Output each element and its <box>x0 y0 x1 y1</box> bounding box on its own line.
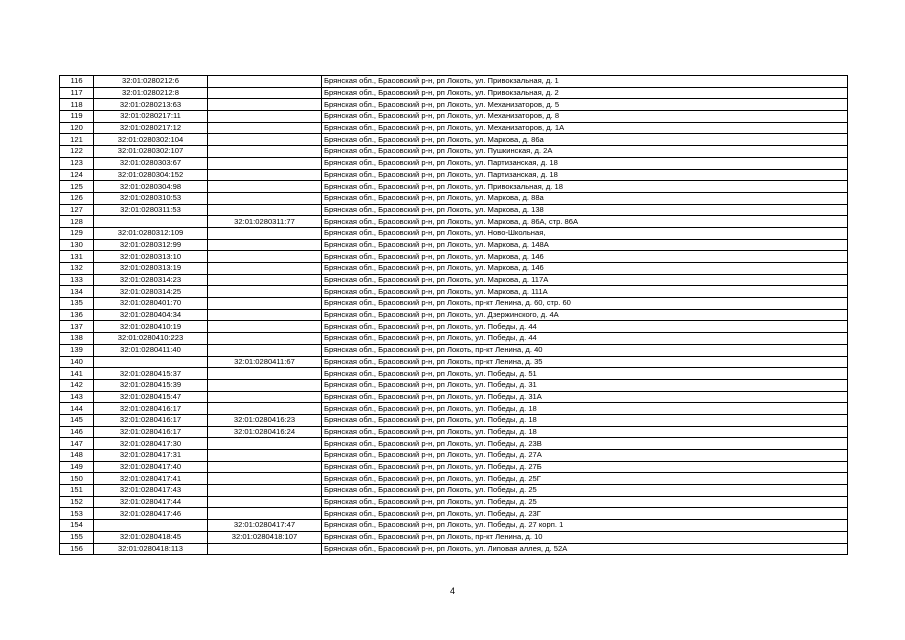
table-row <box>60 263 848 275</box>
related-cadastral-number-cell <box>208 508 322 520</box>
address-cell: Брянская обл., Брасовский р-н, рп Локоть, ул. Липовая аллея, д. 52А <box>322 543 848 555</box>
cadastral-number-cell: 32:01:0280417:46 <box>94 508 208 520</box>
cadastral-number-cell: 32:01:0280418:113 <box>94 543 208 555</box>
cadastral-number-cell: 32:01:0280303:67 <box>94 157 208 169</box>
related-cadastral-number-cell: 32:01:0280416:24 <box>208 426 322 438</box>
table-row <box>60 111 848 123</box>
row-number-cell: 127 <box>60 204 94 216</box>
related-cadastral-number-cell <box>208 122 322 134</box>
row-number-cell: 156 <box>60 543 94 555</box>
address-cell: Брянская обл., Брасовский р-н, рп Локоть, ул. Механизаторов, д. 8 <box>322 111 848 123</box>
address-cell: Брянская обл., Брасовский р-н, рп Локоть, ул. Победы, д. 31А <box>322 391 848 403</box>
address-cell: Брянская обл., Брасовский р-н, рп Локоть, ул. Победы, д. 31 <box>322 379 848 391</box>
related-cadastral-number-cell <box>208 450 322 462</box>
table-row <box>60 309 848 321</box>
address-cell: Брянская обл., Брасовский р-н, рп Локоть, ул. Маркова, д. 88а <box>322 192 848 204</box>
table-row <box>60 321 848 333</box>
address-cell: Брянская обл., Брасовский р-н, рп Локоть, ул. Партизанская, д. 18 <box>322 157 848 169</box>
table-row <box>60 204 848 216</box>
row-number-cell: 126 <box>60 192 94 204</box>
table-row <box>60 438 848 450</box>
cadastral-number-cell: 32:01:0280213:63 <box>94 99 208 111</box>
row-number-cell: 122 <box>60 146 94 158</box>
address-cell: Брянская обл., Брасовский р-н, рп Локоть, ул. Победы, д. 44 <box>322 333 848 345</box>
table-row <box>60 286 848 298</box>
cadastral-number-cell: 32:01:0280416:17 <box>94 403 208 415</box>
cadastral-number-cell: 32:01:0280304:98 <box>94 181 208 193</box>
cadastral-number-cell: 32:01:0280415:47 <box>94 391 208 403</box>
cadastral-number-cell: 32:01:0280217:12 <box>94 122 208 134</box>
cadastral-number-cell <box>94 520 208 532</box>
row-number-cell: 116 <box>60 76 94 88</box>
address-cell: Брянская обл., Брасовский р-н, рп Локоть, ул. Маркова, д. 111А <box>322 286 848 298</box>
row-number-cell: 155 <box>60 531 94 543</box>
table-row <box>60 146 848 158</box>
row-number-cell: 135 <box>60 298 94 310</box>
parcels-table-body <box>60 76 848 555</box>
cadastral-number-cell: 32:01:0280312:109 <box>94 227 208 239</box>
row-number-cell: 129 <box>60 227 94 239</box>
cadastral-number-cell: 32:01:0280417:41 <box>94 473 208 485</box>
row-number-cell: 143 <box>60 391 94 403</box>
cadastral-number-cell: 32:01:0280415:37 <box>94 368 208 380</box>
address-cell: Брянская обл., Брасовский р-н, рп Локоть, ул. Победы, д. 27А <box>322 450 848 462</box>
row-number-cell: 151 <box>60 485 94 497</box>
row-number-cell: 118 <box>60 99 94 111</box>
related-cadastral-number-cell <box>208 146 322 158</box>
related-cadastral-number-cell <box>208 204 322 216</box>
row-number-cell: 153 <box>60 508 94 520</box>
related-cadastral-number-cell <box>208 543 322 555</box>
address-cell: Брянская обл., Брасовский р-н, рп Локоть, ул. Победы, д. 51 <box>322 368 848 380</box>
related-cadastral-number-cell <box>208 473 322 485</box>
row-number-cell: 154 <box>60 520 94 532</box>
cadastral-number-cell: 32:01:0280418:45 <box>94 531 208 543</box>
row-number-cell: 145 <box>60 414 94 426</box>
related-cadastral-number-cell <box>208 379 322 391</box>
table-row <box>60 368 848 380</box>
address-cell: Брянская обл., Брасовский р-н, рп Локоть, ул. Победы, д. 23В <box>322 438 848 450</box>
row-number-cell: 121 <box>60 134 94 146</box>
related-cadastral-number-cell <box>208 333 322 345</box>
address-cell: Брянская обл., Брасовский р-н, рп Локоть, ул. Маркова, д. 146 <box>322 263 848 275</box>
cadastral-number-cell: 32:01:0280401:70 <box>94 298 208 310</box>
related-cadastral-number-cell <box>208 181 322 193</box>
address-cell: Брянская обл., Брасовский р-н, рп Локоть, ул. Ново-Школьная, <box>322 227 848 239</box>
table-row <box>60 181 848 193</box>
address-cell: Брянская обл., Брасовский р-н, рп Локоть, ул. Маркова, д. 148А <box>322 239 848 251</box>
row-number-cell: 131 <box>60 251 94 263</box>
related-cadastral-number-cell: 32:01:0280311:77 <box>208 216 322 228</box>
cadastral-number-cell: 32:01:0280417:43 <box>94 485 208 497</box>
row-number-cell: 149 <box>60 461 94 473</box>
related-cadastral-number-cell: 32:01:0280418:107 <box>208 531 322 543</box>
table-row <box>60 450 848 462</box>
row-number-cell: 124 <box>60 169 94 181</box>
address-cell: Брянская обл., Брасовский р-н, рп Локоть, ул. Маркова, д. 146 <box>322 251 848 263</box>
cadastral-number-cell: 32:01:0280417:44 <box>94 496 208 508</box>
table-row <box>60 496 848 508</box>
row-number-cell: 130 <box>60 239 94 251</box>
table-row <box>60 227 848 239</box>
page-number: 4 <box>449 586 455 596</box>
related-cadastral-number-cell <box>208 321 322 333</box>
cadastral-number-cell: 32:01:0280312:99 <box>94 239 208 251</box>
related-cadastral-number-cell <box>208 99 322 111</box>
address-cell: Брянская обл., Брасовский р-н, рп Локоть, ул. Победы, д. 25 <box>322 485 848 497</box>
cadastral-number-cell: 32:01:0280416:17 <box>94 414 208 426</box>
related-cadastral-number-cell <box>208 239 322 251</box>
cadastral-number-cell: 32:01:0280313:19 <box>94 263 208 275</box>
table-row <box>60 251 848 263</box>
address-cell: Брянская обл., Брасовский р-н, рп Локоть, пр-кт Ленина, д. 35 <box>322 356 848 368</box>
row-number-cell: 132 <box>60 263 94 275</box>
related-cadastral-number-cell <box>208 227 322 239</box>
related-cadastral-number-cell <box>208 134 322 146</box>
related-cadastral-number-cell <box>208 274 322 286</box>
cadastral-number-cell: 32:01:0280304:152 <box>94 169 208 181</box>
table-row <box>60 461 848 473</box>
parcels-table <box>59 75 848 555</box>
related-cadastral-number-cell <box>208 485 322 497</box>
cadastral-number-cell: 32:01:0280415:39 <box>94 379 208 391</box>
address-cell: Брянская обл., Брасовский р-н, рп Локоть, ул. Дзержинского, д. 4А <box>322 309 848 321</box>
cadastral-number-cell <box>94 216 208 228</box>
table-row <box>60 403 848 415</box>
table-row <box>60 134 848 146</box>
table-row <box>60 216 848 228</box>
related-cadastral-number-cell <box>208 309 322 321</box>
address-cell: Брянская обл., Брасовский р-н, рп Локоть, ул. Победы, д. 25Г <box>322 473 848 485</box>
row-number-cell: 128 <box>60 216 94 228</box>
related-cadastral-number-cell <box>208 403 322 415</box>
cadastral-number-cell: 32:01:0280313:10 <box>94 251 208 263</box>
table-row <box>60 239 848 251</box>
cadastral-number-cell: 32:01:0280302:104 <box>94 134 208 146</box>
address-cell: Брянская обл., Брасовский р-н, рп Локоть, ул. Победы, д. 27 корп. 1 <box>322 520 848 532</box>
related-cadastral-number-cell: 32:01:0280417:47 <box>208 520 322 532</box>
cadastral-number-cell: 32:01:0280311:53 <box>94 204 208 216</box>
table-row <box>60 99 848 111</box>
cadastral-number-cell: 32:01:0280410:223 <box>94 333 208 345</box>
address-cell: Брянская обл., Брасовский р-н, рп Локоть, ул. Привокзальная, д. 1 <box>322 76 848 88</box>
cadastral-number-cell <box>94 356 208 368</box>
address-cell: Брянская обл., Брасовский р-н, рп Локоть, пр-кт Ленина, д. 40 <box>322 344 848 356</box>
row-number-cell: 139 <box>60 344 94 356</box>
table-row <box>60 426 848 438</box>
related-cadastral-number-cell <box>208 496 322 508</box>
table-row <box>60 473 848 485</box>
table-row <box>60 543 848 555</box>
address-cell: Брянская обл., Брасовский р-н, рп Локоть, ул. Победы, д. 18 <box>322 403 848 415</box>
address-cell: Брянская обл., Брасовский р-н, рп Локоть, ул. Привокзальная, д. 2 <box>322 87 848 99</box>
address-cell: Брянская обл., Брасовский р-н, рп Локоть, ул. Победы, д. 18 <box>322 426 848 438</box>
row-number-cell: 120 <box>60 122 94 134</box>
related-cadastral-number-cell <box>208 344 322 356</box>
related-cadastral-number-cell <box>208 157 322 169</box>
address-cell: Брянская обл., Брасовский р-н, рп Локоть, ул. Победы, д. 23Г <box>322 508 848 520</box>
table-row <box>60 414 848 426</box>
related-cadastral-number-cell <box>208 298 322 310</box>
row-number-cell: 142 <box>60 379 94 391</box>
row-number-cell: 141 <box>60 368 94 380</box>
row-number-cell: 125 <box>60 181 94 193</box>
table-row <box>60 391 848 403</box>
address-cell: Брянская обл., Брасовский р-н, рп Локоть, пр-кт Ленина, д. 10 <box>322 531 848 543</box>
table-row <box>60 298 848 310</box>
address-cell: Брянская обл., Брасовский р-н, рп Локоть, пр-кт Ленина, д. 60, стр. 60 <box>322 298 848 310</box>
row-number-cell: 138 <box>60 333 94 345</box>
related-cadastral-number-cell <box>208 76 322 88</box>
row-number-cell: 146 <box>60 426 94 438</box>
table-row <box>60 192 848 204</box>
row-number-cell: 134 <box>60 286 94 298</box>
cadastral-number-cell: 32:01:0280404:34 <box>94 309 208 321</box>
row-number-cell: 144 <box>60 403 94 415</box>
related-cadastral-number-cell <box>208 251 322 263</box>
row-number-cell: 150 <box>60 473 94 485</box>
related-cadastral-number-cell <box>208 192 322 204</box>
row-number-cell: 117 <box>60 87 94 99</box>
table-row <box>60 508 848 520</box>
table-row <box>60 76 848 88</box>
cadastral-number-cell: 32:01:0280411:40 <box>94 344 208 356</box>
related-cadastral-number-cell <box>208 263 322 275</box>
related-cadastral-number-cell <box>208 286 322 298</box>
cadastral-number-cell: 32:01:0280302:107 <box>94 146 208 158</box>
cadastral-number-cell: 32:01:0280417:40 <box>94 461 208 473</box>
table-row <box>60 485 848 497</box>
related-cadastral-number-cell <box>208 87 322 99</box>
related-cadastral-number-cell: 32:01:0280411:67 <box>208 356 322 368</box>
address-cell: Брянская обл., Брасовский р-н, рп Локоть, ул. Механизаторов, д. 1А <box>322 122 848 134</box>
row-number-cell: 119 <box>60 111 94 123</box>
table-row <box>60 379 848 391</box>
row-number-cell: 137 <box>60 321 94 333</box>
cadastral-number-cell: 32:01:0280212:6 <box>94 76 208 88</box>
row-number-cell: 148 <box>60 450 94 462</box>
cadastral-number-cell: 32:01:0280410:19 <box>94 321 208 333</box>
table-row <box>60 333 848 345</box>
table-row <box>60 344 848 356</box>
row-number-cell: 147 <box>60 438 94 450</box>
table-row <box>60 531 848 543</box>
related-cadastral-number-cell <box>208 438 322 450</box>
address-cell: Брянская обл., Брасовский р-н, рп Локоть, ул. Механизаторов, д. 5 <box>322 99 848 111</box>
table-row <box>60 157 848 169</box>
address-cell: Брянская обл., Брасовский р-н, рп Локоть, ул. Победы, д. 25 <box>322 496 848 508</box>
cadastral-number-cell: 32:01:0280416:17 <box>94 426 208 438</box>
address-cell: Брянская обл., Брасовский р-н, рп Локоть, ул. Привокзальная, д. 18 <box>322 181 848 193</box>
cadastral-number-cell: 32:01:0280314:23 <box>94 274 208 286</box>
address-cell: Брянская обл., Брасовский р-н, рп Локоть, ул. Маркова, д. 117А <box>322 274 848 286</box>
address-cell: Брянская обл., Брасовский р-н, рп Локоть, ул. Маркова, д. 138 <box>322 204 848 216</box>
row-number-cell: 123 <box>60 157 94 169</box>
row-number-cell: 136 <box>60 309 94 321</box>
table-row <box>60 356 848 368</box>
address-cell: Брянская обл., Брасовский р-н, рп Локоть, ул. Победы, д. 18 <box>322 414 848 426</box>
related-cadastral-number-cell <box>208 461 322 473</box>
table-row <box>60 169 848 181</box>
cadastral-number-cell: 32:01:0280217:11 <box>94 111 208 123</box>
related-cadastral-number-cell <box>208 169 322 181</box>
table-row <box>60 87 848 99</box>
related-cadastral-number-cell <box>208 111 322 123</box>
related-cadastral-number-cell: 32:01:0280416:23 <box>208 414 322 426</box>
row-number-cell: 133 <box>60 274 94 286</box>
table-row <box>60 122 848 134</box>
cadastral-number-cell: 32:01:0280417:31 <box>94 450 208 462</box>
address-cell: Брянская обл., Брасовский р-н, рп Локоть, ул. Победы, д. 27Б <box>322 461 848 473</box>
table-row <box>60 520 848 532</box>
related-cadastral-number-cell <box>208 368 322 380</box>
address-cell: Брянская обл., Брасовский р-н, рп Локоть, ул. Маркова, д. 86а <box>322 134 848 146</box>
table-row <box>60 274 848 286</box>
cadastral-number-cell: 32:01:0280417:30 <box>94 438 208 450</box>
row-number-cell: 152 <box>60 496 94 508</box>
address-cell: Брянская обл., Брасовский р-н, рп Локоть, ул. Партизанская, д. 18 <box>322 169 848 181</box>
address-cell: Брянская обл., Брасовский р-н, рп Локоть, ул. Маркова, д. 86А, стр. 86А <box>322 216 848 228</box>
address-cell: Брянская обл., Брасовский р-н, рп Локоть, ул. Победы, д. 44 <box>322 321 848 333</box>
cadastral-number-cell: 32:01:0280212:8 <box>94 87 208 99</box>
address-cell: Брянская обл., Брасовский р-н, рп Локоть, ул. Пушкинская, д. 2А <box>322 146 848 158</box>
cadastral-number-cell: 32:01:0280314:25 <box>94 286 208 298</box>
related-cadastral-number-cell <box>208 391 322 403</box>
row-number-cell: 140 <box>60 356 94 368</box>
cadastral-number-cell: 32:01:0280310:53 <box>94 192 208 204</box>
